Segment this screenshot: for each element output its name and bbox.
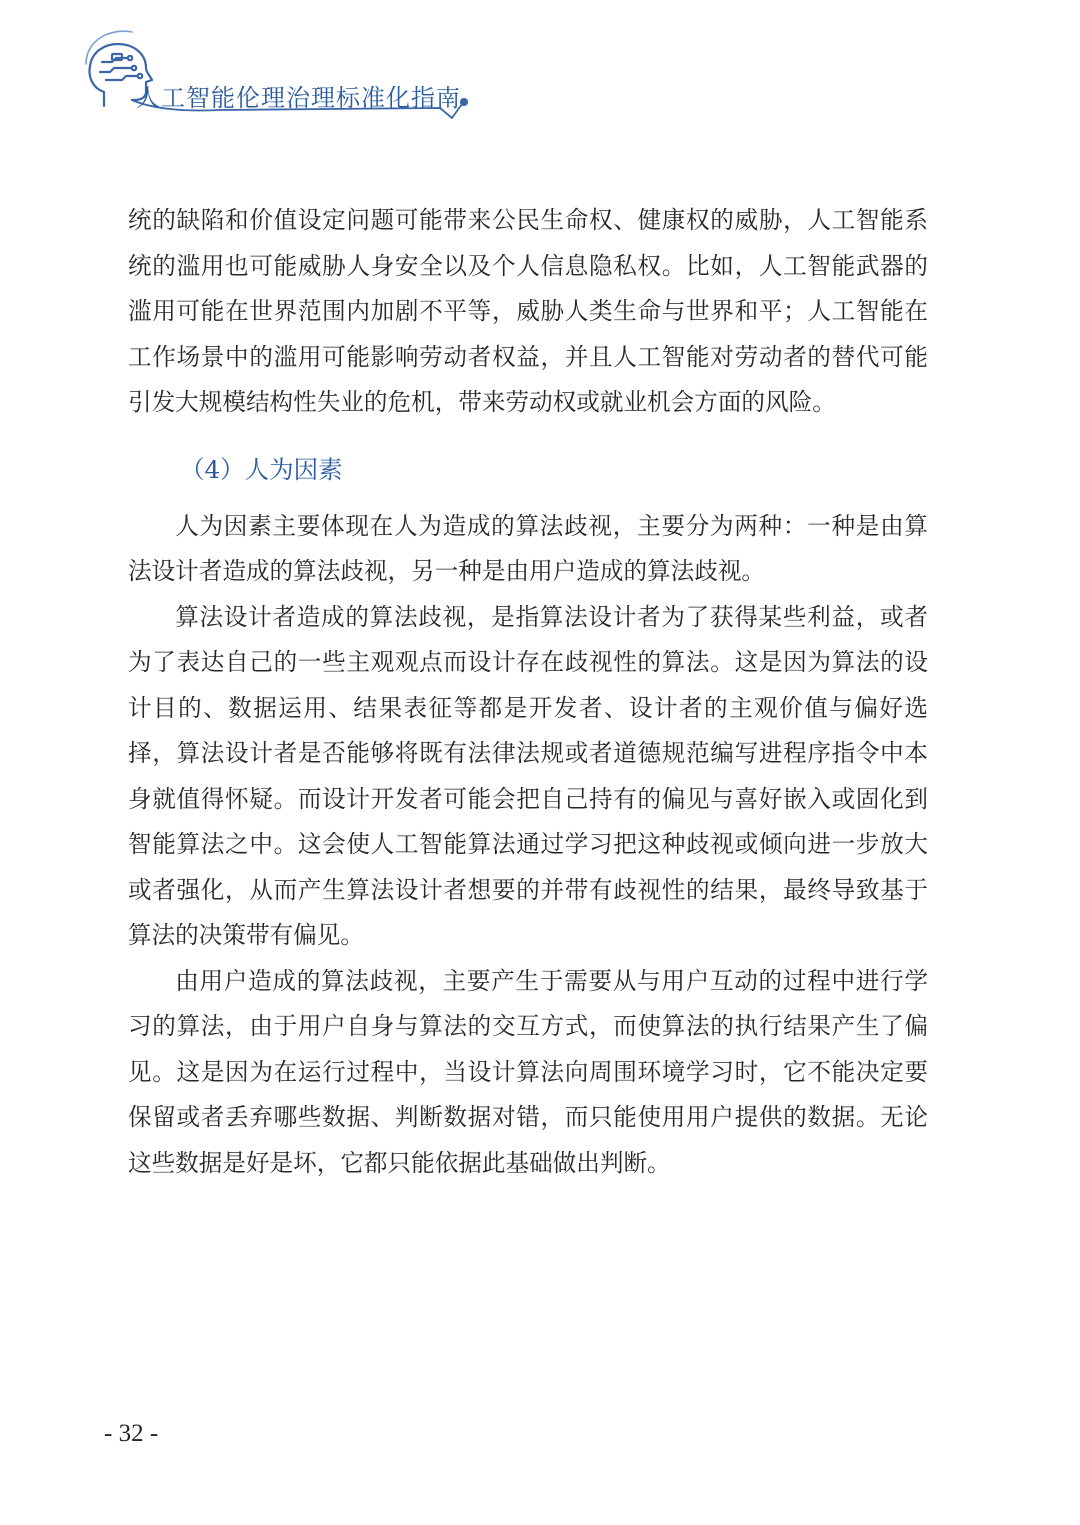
page-header (0, 0, 1080, 160)
body-paragraph-continued: 统的缺陷和价值设定问题可能带来公民生命权、健康权的威胁，人工智能系统的滥用也可能威胁人身安全以及个人信息隐私权。比如，人工智能武器的滥用可能在世界范围内加剧不平等，威胁人类生命与世界和平；人工智能在工作场景中的滥用可能影响劳动者权益，并且人工智能对劳动者的替代可能引发大规模结构性失业的危机，带来劳动权或就业机会方面的风险。 (128, 206, 928, 416)
body-paragraph-human-factors-intro: 人为因素主要体现在人为造成的算法歧视，主要分为两种：一种是由算法设计者造成的算法歧视，另一种是由用户造成的算法歧视。 (128, 511, 928, 585)
page-body (128, 198, 928, 1186)
body-paragraph-designer-discrimination: 算法设计者造成的算法歧视，是指算法设计者为了获得某些利益，或者为了表达自己的一些主观观点而设计存在歧视性的算法。这是因为算法的设计目的、数据运用、结果表征等都是开发者、设计者的主观价值与偏好选择，算法设计者是否能够将既有法律法规或者道德规范编写进程序指令中本身就值得怀疑。而设计开发者可能会把自己持有的偏见与喜好嵌入或固化到智能算法之中。这会使人工智能算法通过学习把这种歧视或倾向进一步放大或者强化，从而产生算法设计者想要的并带有歧视性的结果，最终导致基于算法的决策带有偏见。 (128, 602, 928, 949)
book-title: 人工智能伦理治理标准化指南 (136, 84, 461, 112)
page-number: - 32 - (104, 1420, 159, 1447)
section-heading-human-factors: （4）人为因素 (180, 454, 343, 484)
body-paragraph-user-discrimination: 由用户造成的算法歧视，主要产生于需要从与用户互动的过程中进行学习的算法，由于用户自身与算法的交互方式，而使算法的执行结果产生了偏见。这是因为在运行过程中，当设计算法向周围环境学习时，它不能决定要保留或者丢弃哪些数据、判断数据对错，而只能使用用户提供的数据。无论这些数据是好是坏，它都只能依据此基础做出判断。 (128, 966, 928, 1177)
